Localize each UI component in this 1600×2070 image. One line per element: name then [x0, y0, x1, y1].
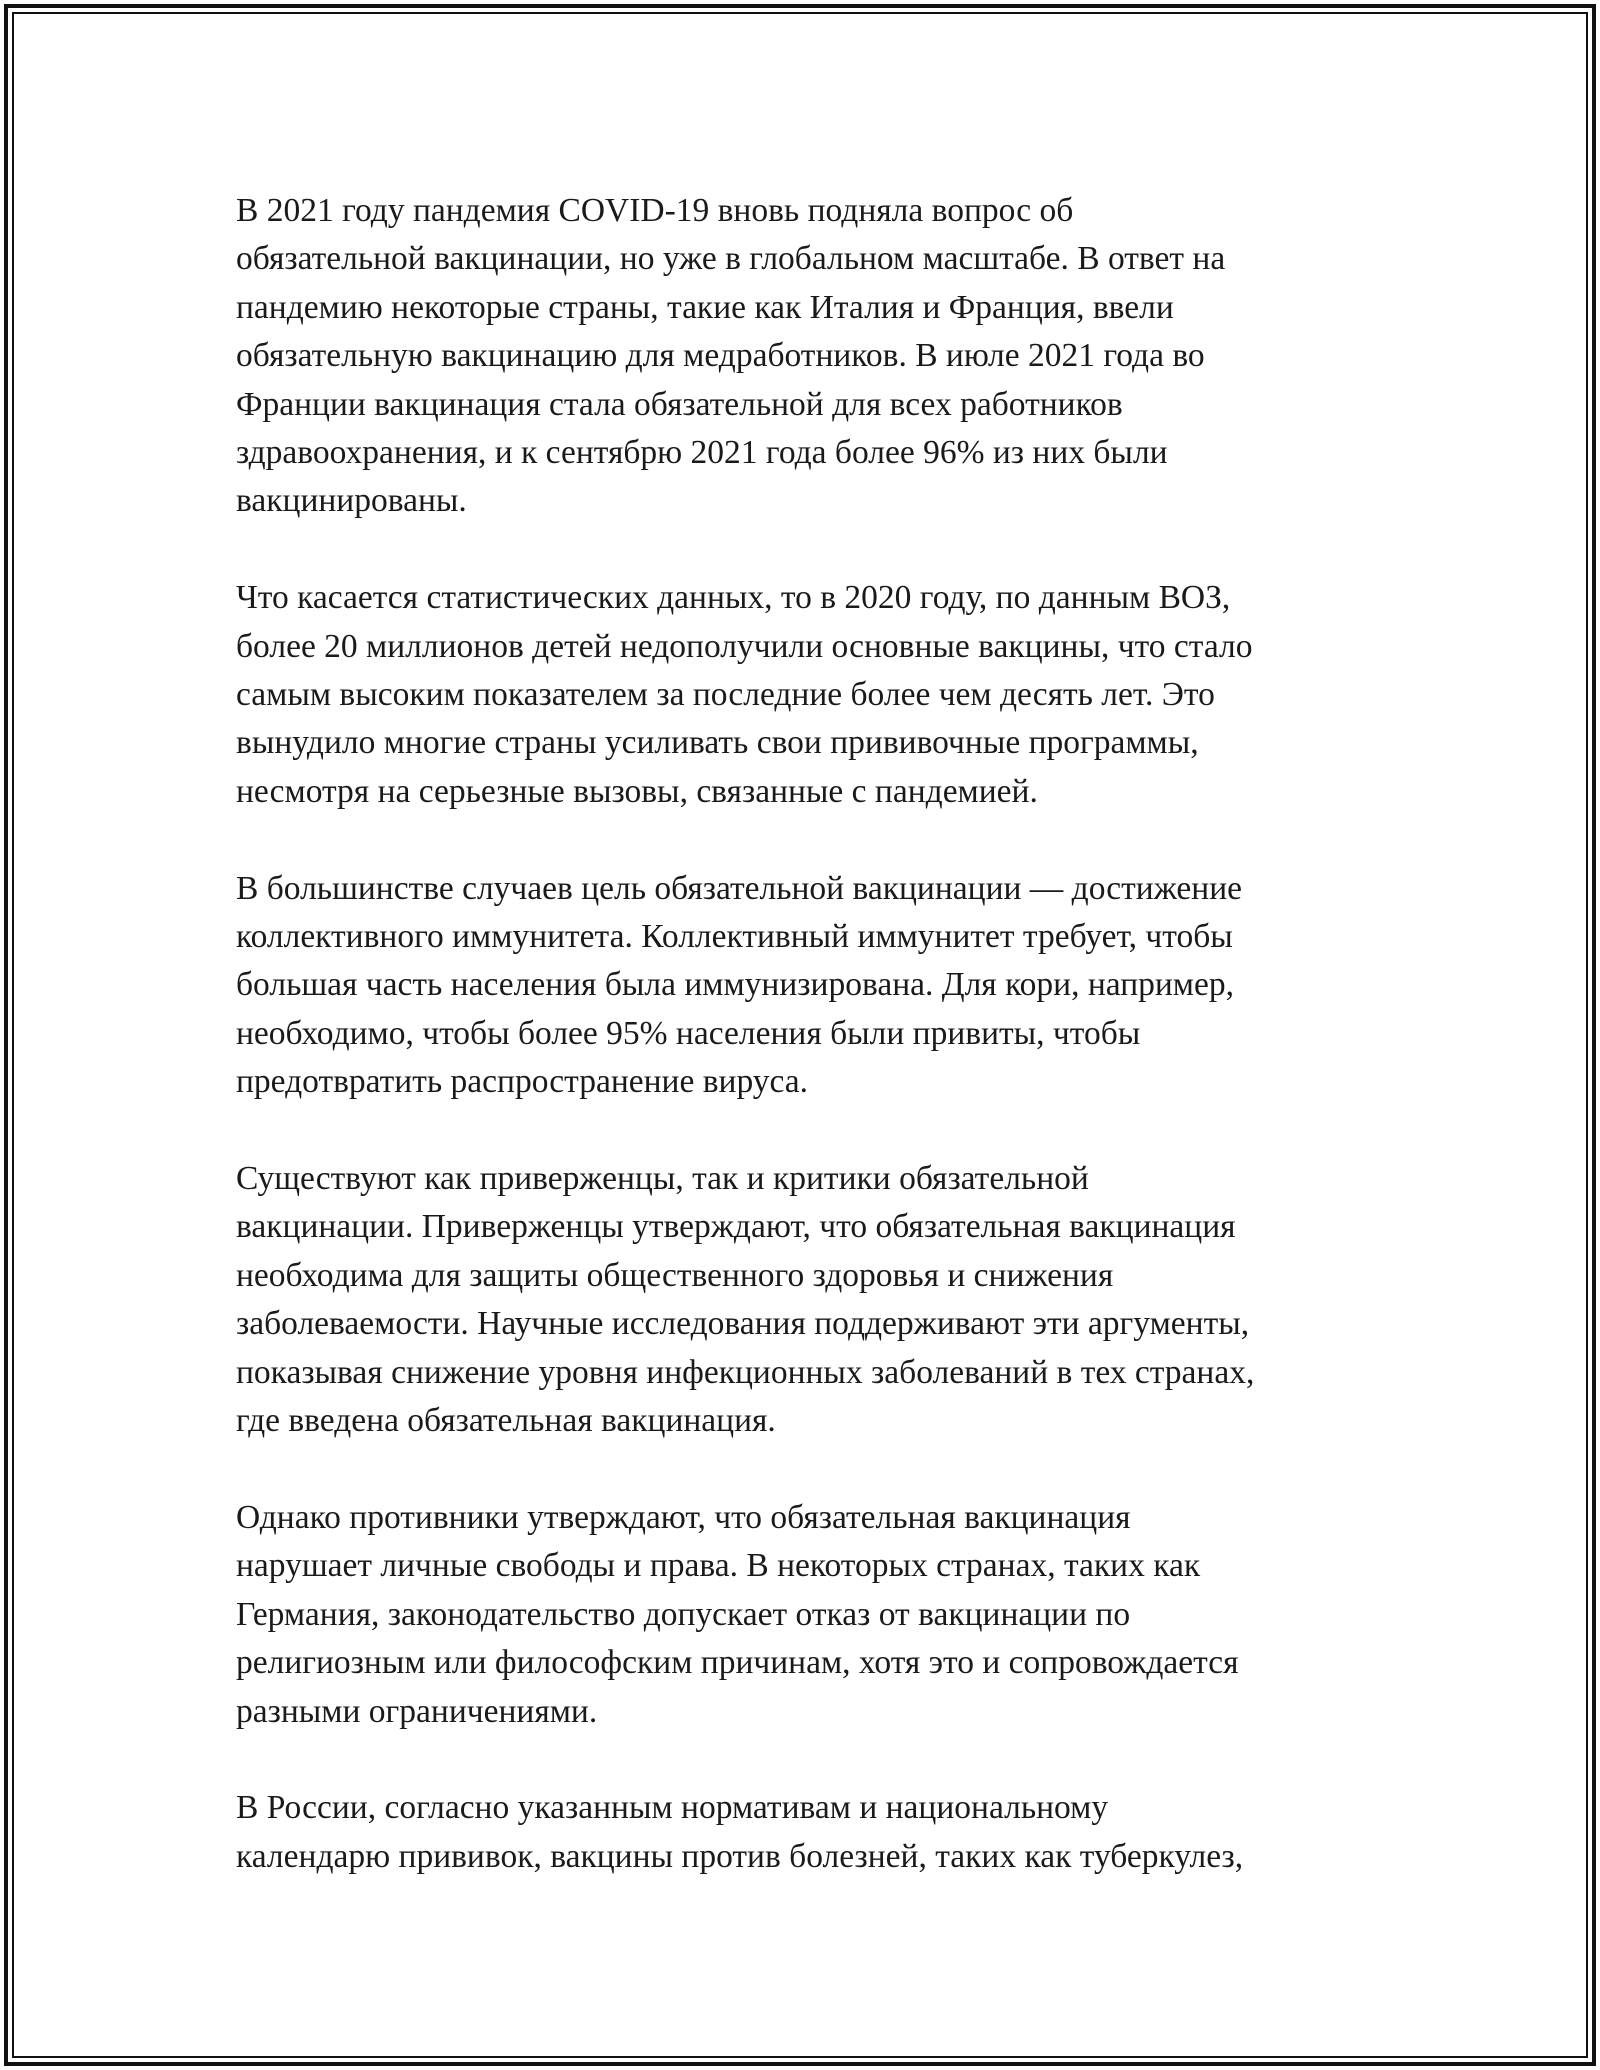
text-line: необходимо, чтобы более 95% населения были привиты, чтобы [236, 1014, 1141, 1052]
text-line: предотвратить распространение вируса. [236, 1063, 809, 1101]
paragraph-statistics [236, 574, 1366, 816]
text-line: вакцинированы. [236, 482, 467, 520]
text-line: где введена обязательная вакцинация. [236, 1402, 776, 1440]
text-line: Германия, законодательство допускает отказ от вакцинации по [236, 1595, 1131, 1633]
text-line: обязательной вакцинации, но уже в глобальном масштабе. В ответ на [236, 240, 1226, 278]
paragraph-russia [236, 1784, 1366, 1881]
paragraph-supporters [236, 1155, 1366, 1445]
text-line: Существуют как приверженцы, так и критики обязательной [236, 1160, 1089, 1198]
text-line: нарушает личные свободы и права. В некоторых странах, таких как [236, 1547, 1201, 1585]
text-line: В большинстве случаев цель обязательной вакцинации — достижение [236, 869, 1243, 907]
text-line: большая часть населения была иммунизирована. Для кори, например, [236, 966, 1234, 1004]
text-line: В 2021 году пандемия COVID-19 вновь подняла вопрос об [236, 192, 1074, 229]
text-line: самым высоким показателем за последние более чем десять лет. Это [236, 676, 1215, 714]
document-body [236, 187, 1366, 1930]
text-line: пандемию некоторые страны, такие как Италия и Франция, ввели [236, 288, 1174, 326]
text-line: здравоохранения, и к сентябрю 2021 года более 96% из них были [236, 434, 1168, 472]
paragraph-covid-2021 [236, 187, 1366, 526]
paragraph-opponents [236, 1494, 1366, 1736]
text-line: календарю прививок, вакцины против болезней, таких как туберкулез, [236, 1837, 1244, 1875]
paragraph-herd-immunity [236, 865, 1366, 1107]
text-line: вакцинации. Приверженцы утверждают, что обязательная вакцинация [236, 1208, 1236, 1246]
text-line: вынудило многие страны усиливать свои прививочные программы, [236, 724, 1199, 762]
text-line: обязательную вакцинацию для медработников. В июле 2021 года во [236, 337, 1205, 375]
text-line: показывая снижение уровня инфекционных заболеваний в тех странах, [236, 1353, 1255, 1391]
text-line: В России, согласно указанным нормативам и национальному [236, 1789, 1109, 1827]
text-line: несмотря на серьезные вызовы, связанные с пандемией. [236, 772, 1038, 810]
text-line: коллективного иммунитета. Коллективный иммунитет требует, чтобы [236, 918, 1233, 956]
text-line: Что касается статистических данных, то в 2020 году, по данным ВОЗ, [236, 579, 1231, 617]
text-line: религиозным или философским причинам, хотя это и сопровождается [236, 1644, 1239, 1682]
text-line: Франции вакцинация стала обязательной для всех работников [236, 385, 1123, 423]
text-line: более 20 миллионов детей недополучили основные вакцины, что стало [236, 627, 1253, 665]
text-line: Однако противники утверждают, что обязательная вакцинация [236, 1498, 1131, 1536]
text-line: заболеваемости. Научные исследования поддерживают эти аргументы, [236, 1305, 1250, 1343]
text-line: необходима для защиты общественного здоровья и снижения [236, 1256, 1114, 1294]
text-line: разными ограничениями. [236, 1692, 598, 1730]
